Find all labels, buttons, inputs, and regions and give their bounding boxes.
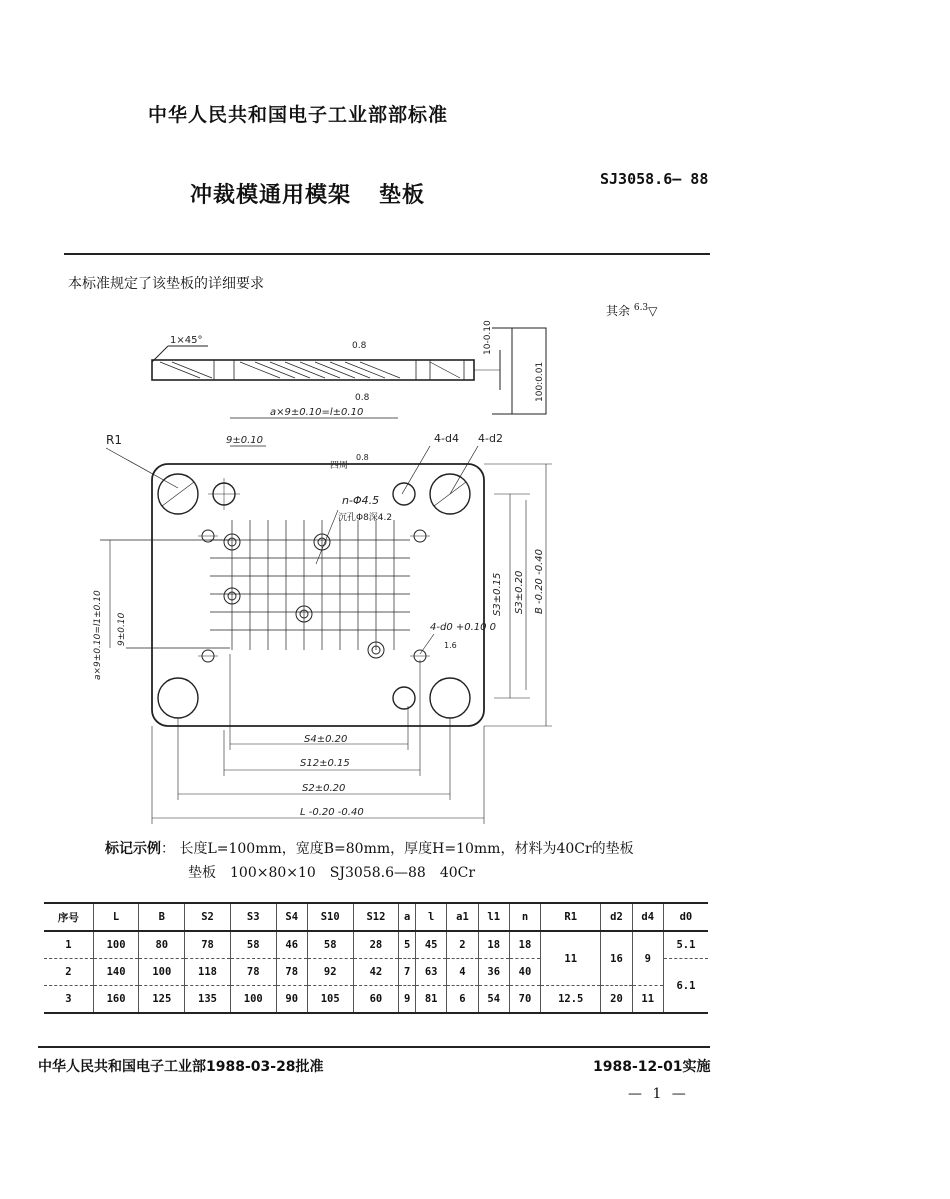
cell-d4: 11	[632, 986, 663, 1014]
th-d0: d0	[663, 903, 708, 931]
cell: 28	[353, 931, 399, 959]
label-s3-outer: S3±0.20	[514, 570, 525, 614]
cell: 100	[93, 931, 139, 959]
th-no: 序号	[57, 911, 79, 924]
th-s12: S12	[353, 903, 399, 931]
th-n: n	[509, 903, 540, 931]
marking-example-code: 垫板 100×80×10 SJ3058.6—88 40Cr	[188, 865, 476, 881]
cell: 58	[307, 931, 353, 959]
roughness-icon: ▽	[648, 304, 658, 318]
cell: 90	[276, 986, 307, 1014]
label-s2: S2±0.20	[302, 783, 346, 794]
cell-d2-merged: 16	[601, 931, 632, 986]
cell: 92	[307, 959, 353, 986]
title-sub: 垫板	[379, 183, 426, 208]
label-s3-inner: S3±0.15	[492, 572, 503, 616]
label-flatness: 100:0.01	[535, 361, 545, 402]
cell: 140	[93, 959, 139, 986]
cell: 78	[276, 959, 307, 986]
th-a: a	[399, 903, 416, 931]
document-title	[190, 178, 425, 209]
roughness-note-text: 其余	[606, 304, 631, 318]
th-a1: a1	[447, 903, 478, 931]
th-r1: R1	[541, 903, 601, 931]
label-r-bottom: 0.8	[355, 393, 370, 403]
label-left-q: 9±0.10	[117, 612, 127, 646]
cell: 81	[416, 986, 447, 1014]
cell: 105	[307, 986, 353, 1014]
cell: 78	[230, 959, 276, 986]
th-s3: S3	[230, 903, 276, 931]
label-thickness: 10-0.10	[483, 320, 493, 355]
th-s10: S10	[307, 903, 353, 931]
label-r-around: 0.8	[356, 453, 369, 462]
cell: 42	[353, 959, 399, 986]
page-number: — 1 —	[628, 1086, 686, 1102]
cell: 135	[185, 986, 231, 1014]
cell: 160	[93, 986, 139, 1014]
label-n-holes: n-Φ4.5	[342, 494, 380, 507]
cell: 1	[65, 939, 72, 951]
cell: 5	[399, 931, 416, 959]
cell: 2	[447, 931, 478, 959]
cell: 70	[509, 986, 540, 1014]
cell: 36	[478, 959, 509, 986]
cell: 45	[416, 931, 447, 959]
label-d4: 4-d4	[434, 432, 459, 445]
header-rule	[64, 253, 710, 255]
label-d2: 4-d2	[478, 432, 503, 445]
cell: 54	[478, 986, 509, 1014]
cell: 18	[509, 931, 540, 959]
label-s12: S12±0.15	[300, 758, 350, 769]
cell: 100	[230, 986, 276, 1014]
label-d0: 4-d0 +0.10 0	[430, 622, 497, 633]
label-chamfer: 1×45°	[170, 335, 203, 346]
spec-table	[44, 902, 708, 1014]
cell: 125	[139, 986, 185, 1014]
label-b-dim: B -0.20 -0.40	[534, 549, 545, 614]
table-header-row	[44, 903, 708, 931]
footer-rule	[38, 1046, 710, 1048]
cell: 58	[230, 931, 276, 959]
roughness-value: 6.3	[633, 303, 649, 313]
label-l-dim: L -0.20 -0.40	[300, 807, 364, 818]
cell: 118	[185, 959, 231, 986]
th-s2: S2	[185, 903, 231, 931]
table-row	[44, 931, 708, 959]
cell-d2: 20	[601, 986, 632, 1014]
cell-d0-merged: 6.1	[663, 959, 708, 1014]
cell: 6	[447, 986, 478, 1014]
cell-d0: 5.1	[663, 931, 708, 959]
th-d2: d2	[601, 903, 632, 931]
marking-example: 标记示例： 长度L=100mm，宽度B=80mm，厚度H=10mm，材料为40Cr的垫板	[105, 841, 634, 857]
title-main: 冲裁模通用模架	[190, 183, 352, 208]
effective-date: 1988-12-01实施	[593, 1059, 711, 1075]
marking-text: 长度L=100mm，宽度B=80mm，厚度H=10mm，材料为40Cr的垫板	[179, 841, 634, 857]
corner-holes	[158, 474, 470, 718]
label-s4: S4±0.20	[304, 734, 348, 745]
cell: 18	[478, 931, 509, 959]
cell-r1-merged: 11	[541, 931, 601, 986]
label-r1: R1	[106, 433, 122, 447]
th-d4: d4	[632, 903, 663, 931]
scope-text: 本标准规定了该垫板的详细要求	[68, 276, 264, 292]
cell: 2	[65, 966, 72, 978]
cell-r1: 12.5	[541, 986, 601, 1014]
cell: 46	[276, 931, 307, 959]
cell: 80	[139, 931, 185, 959]
cell: 9	[399, 986, 416, 1014]
cell: 4	[447, 959, 478, 986]
th-b: B	[139, 903, 185, 931]
marking-label: 标记示例	[105, 841, 161, 857]
label-around: 四周	[330, 461, 349, 471]
pin-holes	[198, 530, 430, 662]
label-left-dim: a×9±0.10=l1±0.10	[93, 590, 103, 680]
standard-org-title: 中华人民共和国电子工业部部标准	[148, 104, 449, 126]
label-dim-axq: a×9±0.10=l±0.10	[270, 407, 364, 418]
hole-grid	[100, 520, 410, 650]
approval-date: 中华人民共和国电子工业部1988-03-28批准	[38, 1059, 324, 1075]
label-r1-6: 1.6	[444, 641, 457, 650]
cell-d4-merged: 9	[632, 931, 663, 986]
standard-code: SJ3058.6— 88	[600, 170, 709, 188]
technical-drawing	[90, 310, 590, 830]
th-l1: l1	[478, 903, 509, 931]
label-r-top: 0.8	[352, 341, 367, 351]
cell: 100	[139, 959, 185, 986]
th-l-small: l	[416, 903, 447, 931]
th-l: L	[93, 903, 139, 931]
cell: 40	[509, 959, 540, 986]
roughness-note	[606, 302, 657, 319]
label-counterbore: 沉孔Φ8深4.2	[338, 513, 393, 523]
cell: 60	[353, 986, 399, 1014]
label-dim-q: 9±0.10	[226, 435, 264, 446]
cell: 7	[399, 959, 416, 986]
table-row	[44, 986, 708, 1014]
cell: 63	[416, 959, 447, 986]
th-s4: S4	[276, 903, 307, 931]
cell: 78	[185, 931, 231, 959]
cell: 3	[65, 993, 72, 1005]
